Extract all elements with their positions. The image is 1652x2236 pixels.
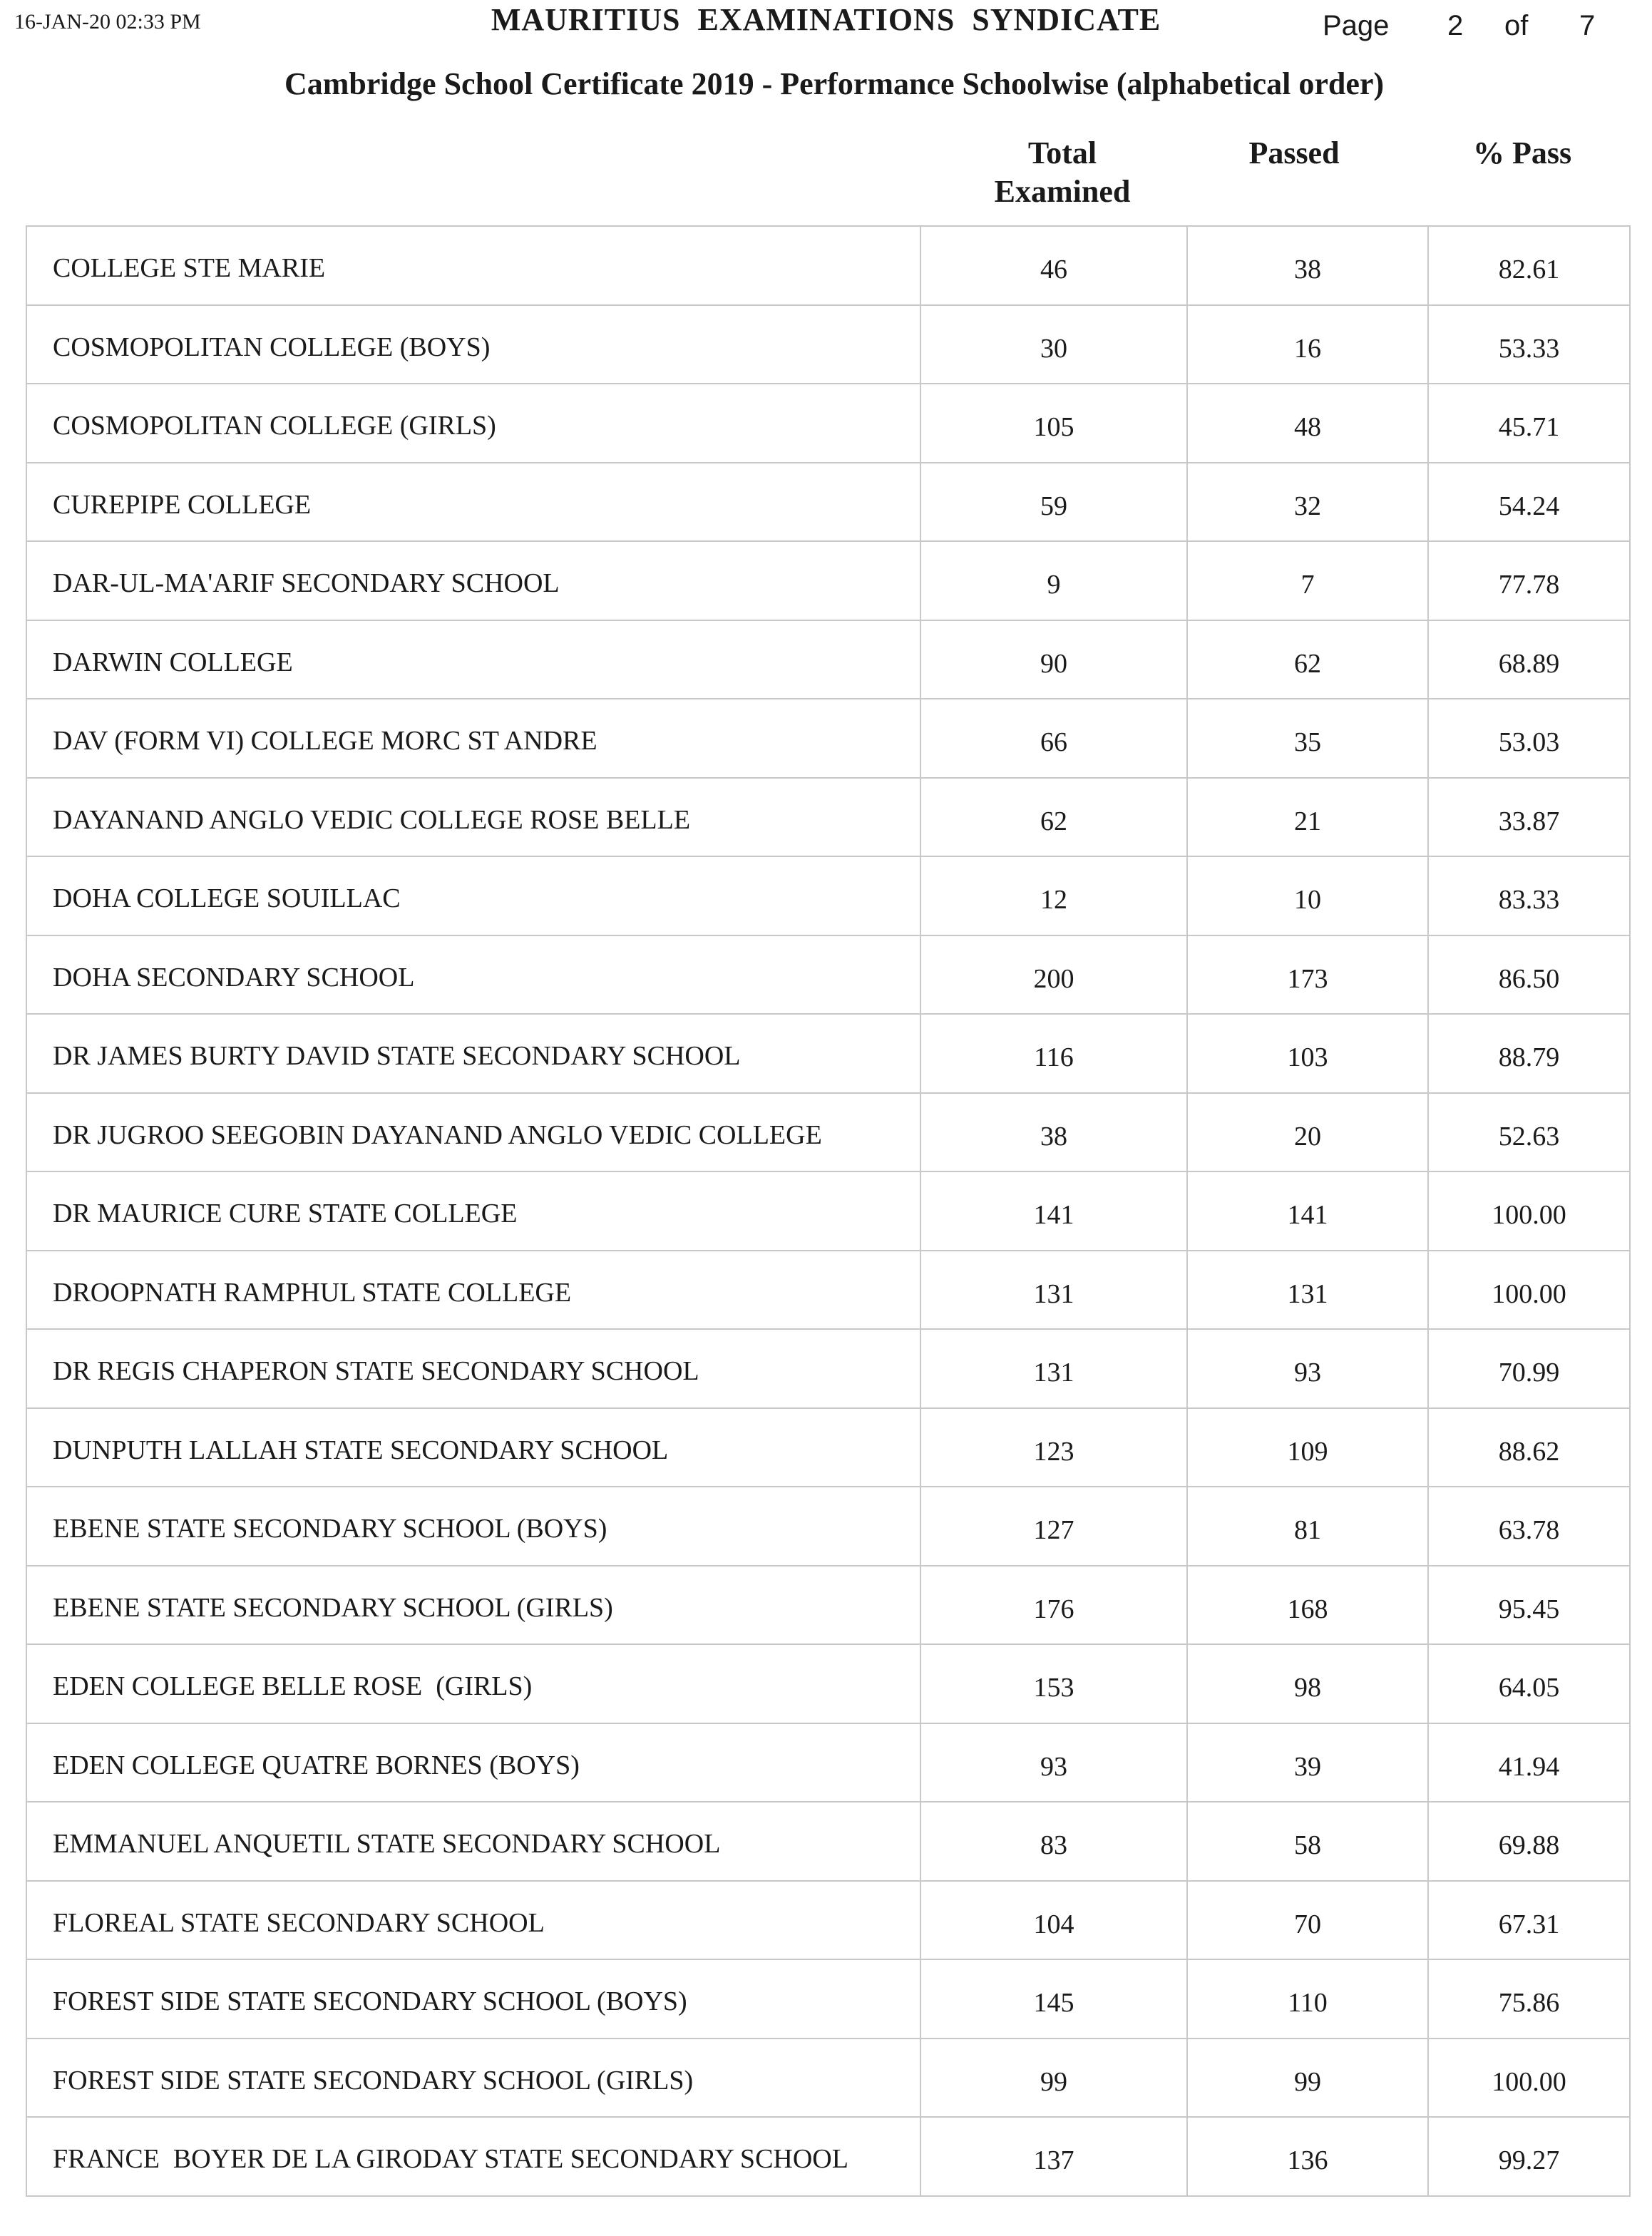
total-examined-cell: 38 [921, 1094, 1188, 1171]
passed-cell: 131 [1188, 1251, 1429, 1329]
table-row [27, 936, 1629, 1015]
table-row [27, 1172, 1629, 1251]
passed-cell: 93 [1188, 1330, 1429, 1407]
school-name-cell: EDEN COLLEGE QUATRE BORNES (BOYS) [27, 1724, 921, 1802]
table-row [27, 1251, 1629, 1330]
passed-cell: 62 [1188, 621, 1429, 699]
school-name-cell: EDEN COLLEGE BELLE ROSE (GIRLS) [27, 1645, 921, 1723]
percent-pass-cell: 64.05 [1498, 1673, 1560, 1703]
organization-title: MAURITIUS EXAMINATIONS SYNDICATE [491, 2, 1161, 37]
passed-cell: 103 [1188, 1015, 1429, 1092]
passed-cell: 39 [1188, 1724, 1429, 1802]
school-name-cell: FRANCE BOYER DE LA GIRODAY STATE SECONDARY SCHOOL [27, 2118, 921, 2195]
table-row [27, 1487, 1629, 1566]
percent-pass-cell: 86.50 [1498, 963, 1560, 994]
percent-pass-cell: 67.31 [1498, 1909, 1560, 1939]
school-name-cell: DROOPNATH RAMPHUL STATE COLLEGE [27, 1251, 921, 1329]
table-row [27, 2039, 1629, 2118]
passed-cell: 168 [1188, 1566, 1429, 1644]
passed-cell: 70 [1188, 1882, 1429, 1959]
passed-cell: 141 [1188, 1172, 1429, 1250]
school-name-cell: FOREST SIDE STATE SECONDARY SCHOOL (GIRLS) [27, 2039, 921, 2117]
percent-pass-cell: 100.00 [1492, 1200, 1566, 1230]
percent-pass-cell: 100.00 [1492, 2066, 1566, 2097]
passed-cell: 21 [1188, 779, 1429, 856]
column-header-percent-pass: % Pass [1472, 135, 1572, 170]
table-row [27, 384, 1629, 463]
table-row [27, 699, 1629, 779]
total-examined-cell: 137 [921, 2118, 1188, 2195]
page-total: 7 [1579, 10, 1596, 41]
school-name-cell: EBENE STATE SECONDARY SCHOOL (GIRLS) [27, 1566, 921, 1644]
passed-cell: 98 [1188, 1645, 1429, 1723]
column-header-total-examined [955, 134, 1169, 211]
percent-pass-cell: 41.94 [1498, 1751, 1560, 1782]
percent-pass-cell: 100.00 [1492, 1278, 1566, 1309]
table-row [27, 463, 1629, 543]
school-name-cell: DR JAMES BURTY DAVID STATE SECONDARY SCHOOL [27, 1015, 921, 1092]
table-row [27, 1330, 1629, 1409]
column-header-passed: Passed [1248, 135, 1340, 170]
total-examined-cell: 131 [921, 1330, 1188, 1407]
passed-cell: 136 [1188, 2118, 1429, 2195]
total-examined-cell: 99 [921, 2039, 1188, 2117]
school-name-cell: DAV (FORM VI) COLLEGE MORC ST ANDRE [27, 699, 921, 777]
table-row [27, 1645, 1629, 1724]
passed-cell: 48 [1188, 384, 1429, 462]
percent-pass-cell: 68.89 [1498, 648, 1560, 679]
passed-cell: 20 [1188, 1094, 1429, 1171]
total-examined-cell: 83 [921, 1802, 1188, 1880]
school-name-cell: FOREST SIDE STATE SECONDARY SCHOOL (BOYS) [27, 1960, 921, 2038]
total-examined-cell: 46 [921, 227, 1188, 304]
total-examined-cell: 30 [921, 306, 1188, 384]
total-examined-cell: 200 [921, 936, 1188, 1014]
table-row [27, 779, 1629, 858]
school-name-cell: DOHA SECONDARY SCHOOL [27, 936, 921, 1014]
percent-pass-cell: 70.99 [1498, 1358, 1560, 1388]
passed-cell: 7 [1188, 542, 1429, 620]
school-name-cell: DR JUGROO SEEGOBIN DAYANAND ANGLO VEDIC COLLEGE [27, 1094, 921, 1171]
school-name-cell: EBENE STATE SECONDARY SCHOOL (BOYS) [27, 1487, 921, 1565]
table-row [27, 1566, 1629, 1646]
column-header-total-line2: Examined [994, 174, 1131, 209]
passed-cell: 32 [1188, 463, 1429, 541]
total-examined-cell: 145 [921, 1960, 1188, 2038]
total-examined-cell: 123 [921, 1409, 1188, 1487]
passed-cell: 16 [1188, 306, 1429, 384]
percent-pass-cell: 63.78 [1498, 1515, 1560, 1545]
page-of-label: of [1504, 10, 1529, 41]
table-row [27, 621, 1629, 700]
percent-pass-cell: 75.86 [1498, 1988, 1560, 2018]
table-row [27, 542, 1629, 621]
table-row [27, 227, 1629, 306]
passed-cell: 81 [1188, 1487, 1429, 1565]
print-timestamp: 16-JAN-20 02:33 PM [14, 10, 201, 34]
table-row [27, 1960, 1629, 2039]
table-row [27, 857, 1629, 936]
total-examined-cell: 62 [921, 779, 1188, 856]
percent-pass-cell: 33.87 [1498, 806, 1560, 836]
page-label: Page [1323, 10, 1390, 41]
total-examined-cell: 90 [921, 621, 1188, 699]
school-name-cell: DAR-UL-MA'ARIF SECONDARY SCHOOL [27, 542, 921, 620]
school-name-cell: DR MAURICE CURE STATE COLLEGE [27, 1172, 921, 1250]
total-examined-cell: 12 [921, 857, 1188, 935]
report-title: Cambridge School Certificate 2019 - Performance Schoolwise (alphabetical order) [284, 66, 1385, 101]
total-examined-cell: 141 [921, 1172, 1188, 1250]
percent-pass-cell: 52.63 [1498, 1121, 1560, 1152]
percent-pass-cell: 88.62 [1498, 1436, 1560, 1467]
percent-pass-cell: 69.88 [1498, 1830, 1560, 1860]
page-indicator [1323, 10, 1608, 53]
total-examined-cell: 104 [921, 1882, 1188, 1959]
school-name-cell: DAYANAND ANGLO VEDIC COLLEGE ROSE BELLE [27, 779, 921, 856]
percent-pass-cell: 45.71 [1498, 412, 1560, 442]
percent-pass-cell: 99.27 [1498, 2145, 1560, 2175]
table-row [27, 1015, 1629, 1094]
percent-pass-cell: 82.61 [1498, 255, 1560, 284]
total-examined-cell: 9 [921, 542, 1188, 620]
total-examined-cell: 105 [921, 384, 1188, 462]
table-row [27, 1802, 1629, 1882]
school-name-cell: CUREPIPE COLLEGE [27, 463, 921, 541]
column-header-total-line1: Total [1027, 135, 1097, 170]
school-name-cell: DOHA COLLEGE SOUILLAC [27, 857, 921, 935]
table-row [27, 1094, 1629, 1173]
table-row [27, 1724, 1629, 1803]
percent-pass-cell: 54.24 [1498, 491, 1560, 521]
school-name-cell: COSMOPOLITAN COLLEGE (BOYS) [27, 306, 921, 384]
percent-pass-cell: 77.78 [1498, 570, 1560, 600]
percent-pass-cell: 88.79 [1498, 1042, 1560, 1072]
school-name-cell: EMMANUEL ANQUETIL STATE SECONDARY SCHOOL [27, 1802, 921, 1880]
table-row [27, 1882, 1629, 1961]
passed-cell: 38 [1188, 227, 1429, 304]
total-examined-cell: 131 [921, 1251, 1188, 1329]
passed-cell: 110 [1188, 1960, 1429, 2038]
passed-cell: 109 [1188, 1409, 1429, 1487]
school-name-cell: COLLEGE STE MARIE [27, 227, 921, 304]
total-examined-cell: 93 [921, 1724, 1188, 1802]
total-examined-cell: 153 [921, 1645, 1188, 1723]
percent-pass-cell: 53.03 [1498, 727, 1560, 757]
passed-cell: 35 [1188, 699, 1429, 777]
total-examined-cell: 176 [921, 1566, 1188, 1644]
passed-cell: 99 [1188, 2039, 1429, 2117]
percent-pass-cell: 95.45 [1498, 1594, 1560, 1624]
school-name-cell: FLOREAL STATE SECONDARY SCHOOL [27, 1882, 921, 1959]
page-current: 2 [1447, 10, 1464, 41]
passed-cell: 173 [1188, 936, 1429, 1014]
total-examined-cell: 127 [921, 1487, 1188, 1565]
table-row [27, 306, 1629, 385]
total-examined-cell: 59 [921, 463, 1188, 541]
results-table [26, 225, 1631, 2197]
school-name-cell: DUNPUTH LALLAH STATE SECONDARY SCHOOL [27, 1409, 921, 1487]
passed-cell: 58 [1188, 1802, 1429, 1880]
total-examined-cell: 116 [921, 1015, 1188, 1092]
school-name-cell: DR REGIS CHAPERON STATE SECONDARY SCHOOL [27, 1330, 921, 1407]
total-examined-cell: 66 [921, 699, 1188, 777]
table-row [27, 2118, 1629, 2197]
percent-pass-cell: 53.33 [1498, 333, 1560, 364]
percent-pass-cell: 83.33 [1498, 885, 1560, 915]
table-row [27, 1409, 1629, 1488]
passed-cell: 10 [1188, 857, 1429, 935]
school-name-cell: DARWIN COLLEGE [27, 621, 921, 699]
school-name-cell: COSMOPOLITAN COLLEGE (GIRLS) [27, 384, 921, 462]
